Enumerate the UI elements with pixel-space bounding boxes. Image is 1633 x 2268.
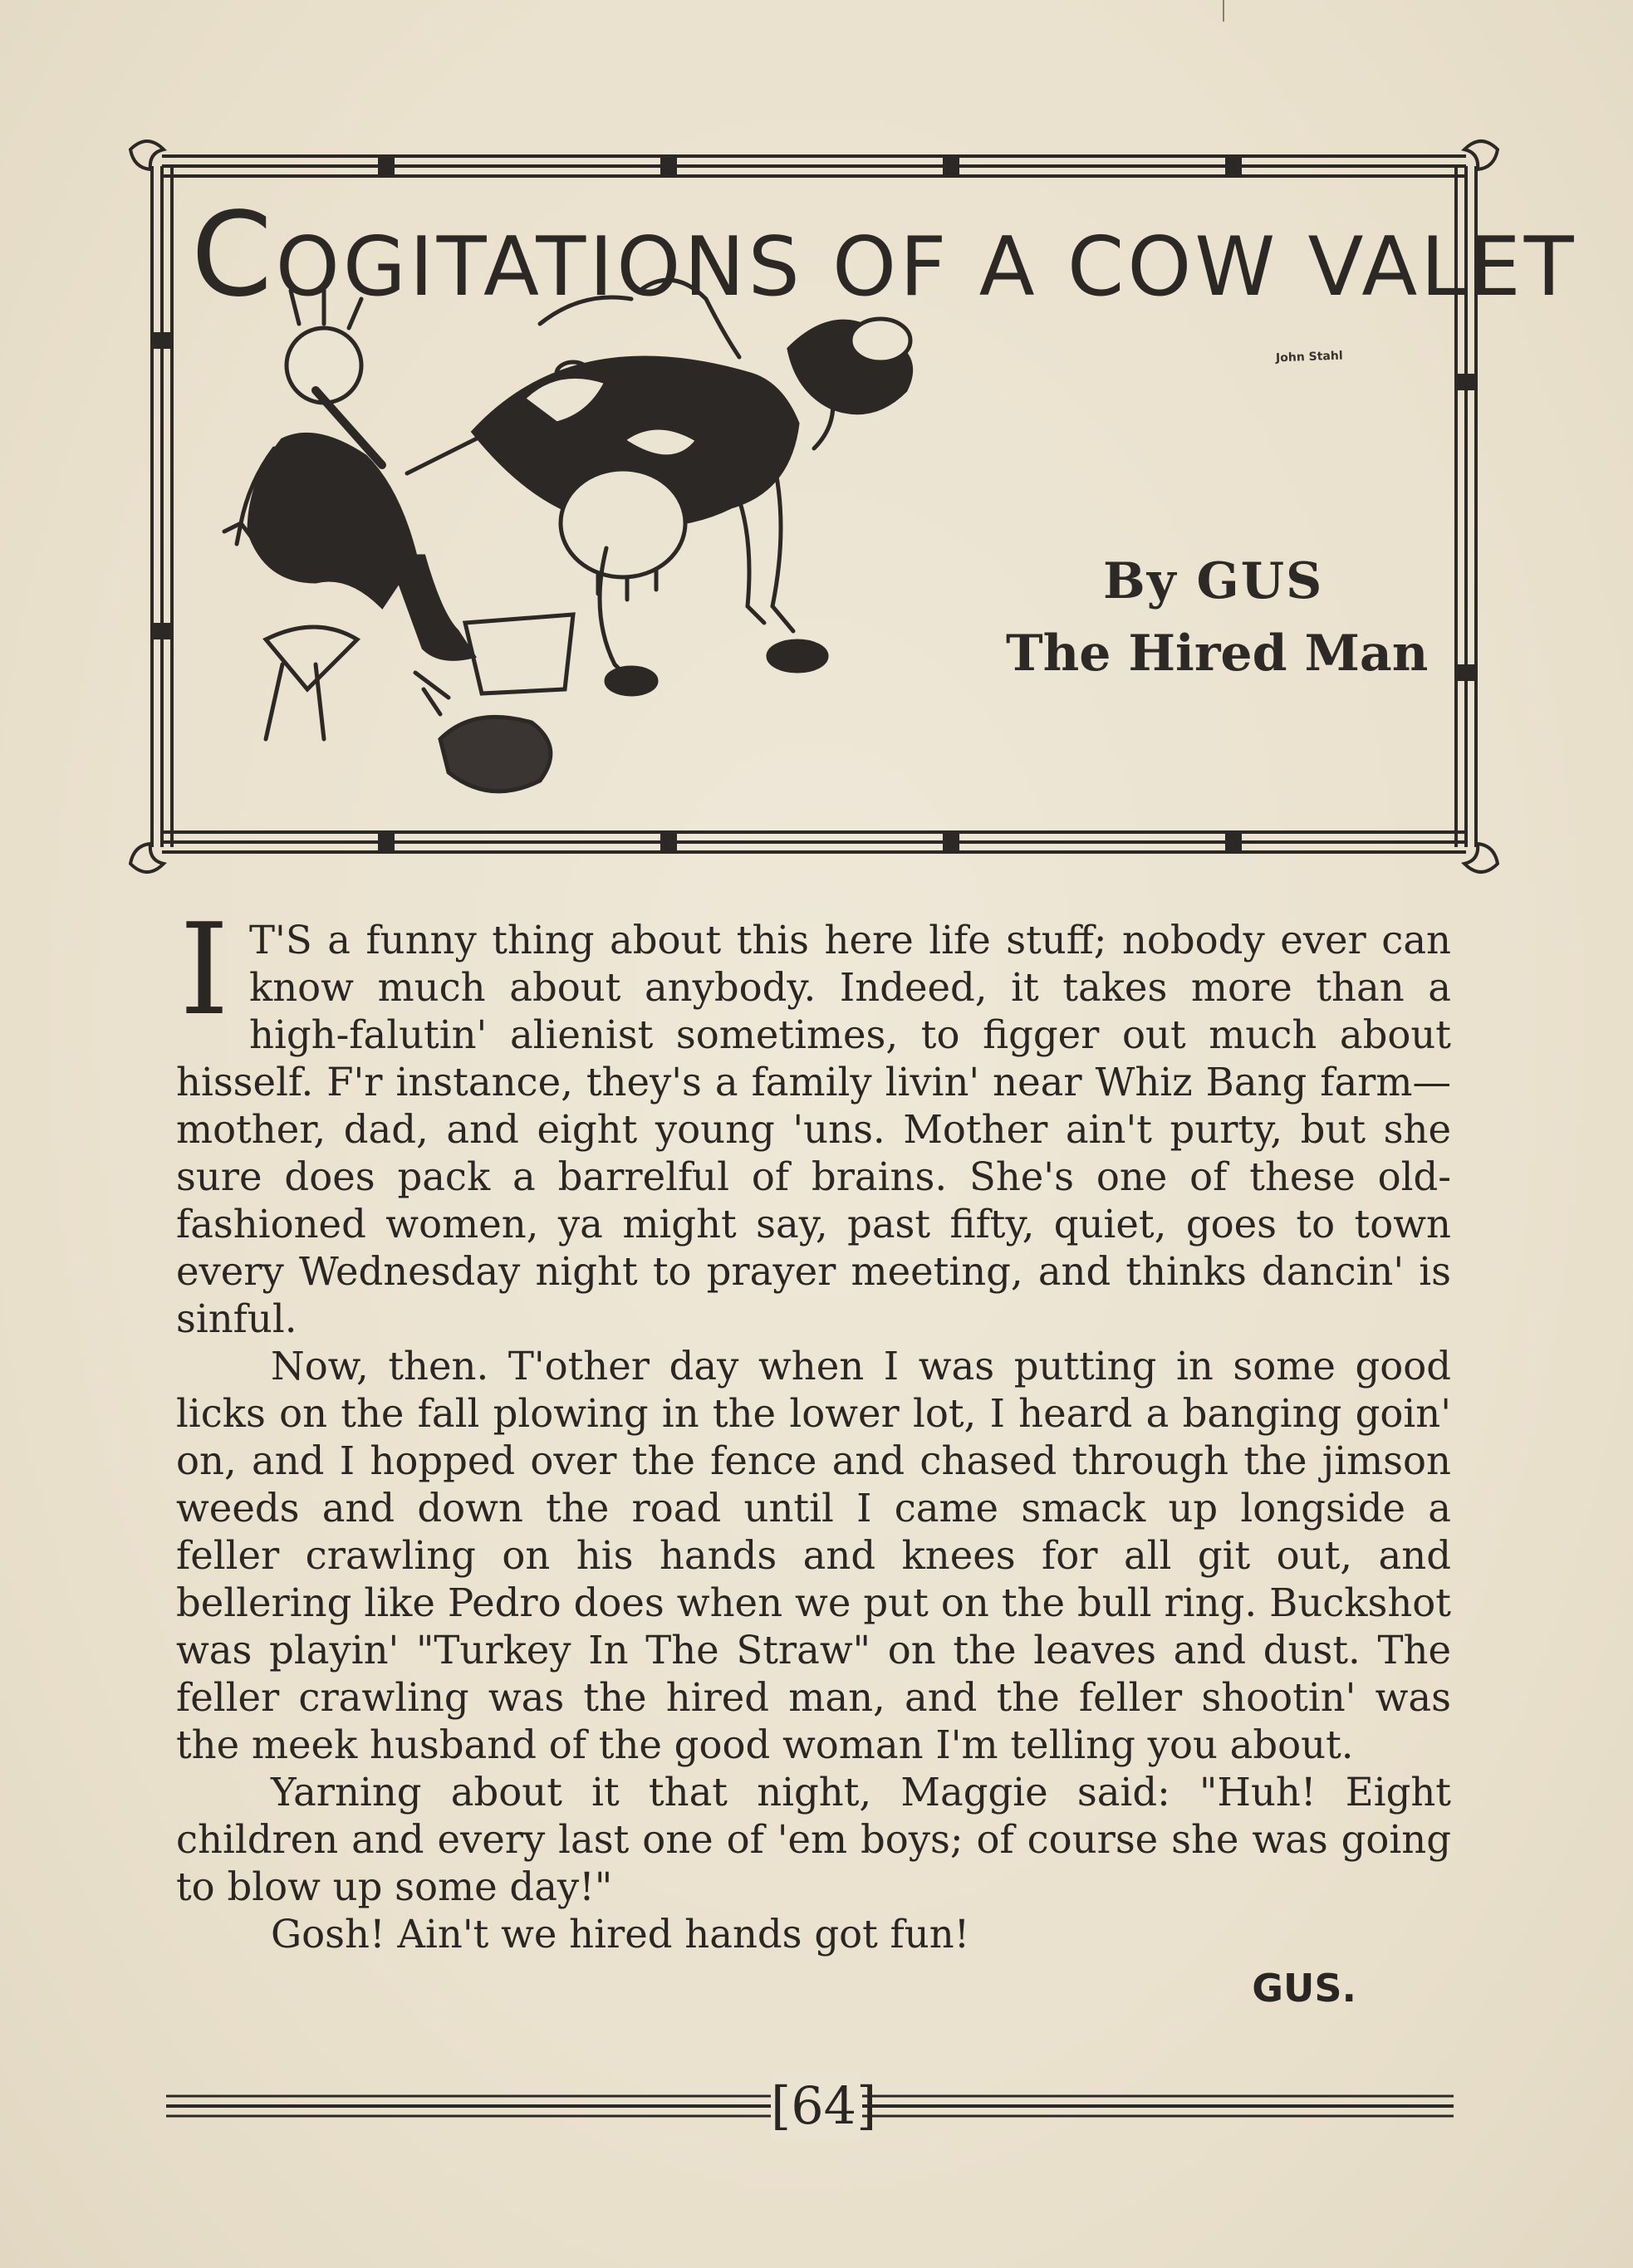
article-paragraph-2: Now, then. T'other day when I was putting in some good licks on the fall plowing in the lower lot, I heard a banging goin' on, and I hopped over the fence and chased through the jimson weeds and down the road until I came smack up longside a feller crawling on his hands and knees for all git out, and bellering like Pedro does when we put on the bull ring. Buckshot was playin' "Turkey In The Straw" on the leaves and dust. The feller crawling was the hired man, and the feller shootin' was the meek husband of the good woman I'm telling you about. [176,1344,1451,1767]
article-signoff: GUS. [1252,1966,1356,2011]
drop-cap: I [179,896,230,1043]
article-paragraph-1 [176,896,1451,1343]
article-body [176,896,1451,2012]
title-initial: C [191,188,276,323]
title-text: OGITATIONS OF A COW VALET [275,220,1577,315]
paragraph-1-text: T'S a funny thing about this here life stuff; nobody ever can know much about anybody. Indeed, it takes more than a high-falutin' alienist sometimes, to figger out much about hisself. F'r instance, they's a family livin' near Whiz Bang farm—mother, dad, and eight young 'uns. Mother ain't purty, but she sure does pack a barrelful of brains. She's one of these old-fashioned women, ya might say, past fifty, quiet, goes to town every Wednesday night to prayer meeting, and thinks dancin' is sinful. [176,918,1451,1341]
byline-author: By GUS [1103,552,1324,610]
byline-role: The Hired Man [1006,625,1429,683]
page-number: [64] [771,2073,862,2139]
article-paragraph-4: Gosh! Ain't we hired hands got fun! [271,1912,970,1957]
article-paragraph-3: Yarning about it that night, Maggie said: "Huh! Eight children and every last one of 'em boys; of course she was going to blow up some day!" [176,1770,1451,1909]
cow-kicking-hired-man-illustration [191,274,1022,822]
artist-signature: John Stahl [1275,349,1343,365]
print-mark [1223,0,1224,22]
